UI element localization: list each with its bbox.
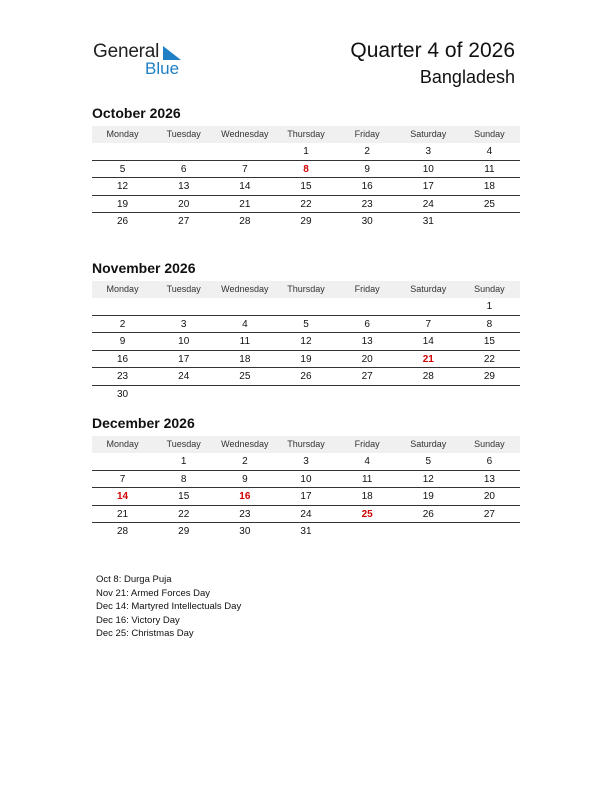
day-cell: 25: [483, 198, 495, 210]
week-row: [92, 351, 520, 369]
day-cell: 29: [483, 371, 495, 382]
week-row: [92, 143, 520, 161]
country-name: Bangladesh: [419, 67, 515, 87]
month-block: [92, 414, 520, 541]
holiday-note: Oct 8: Durga Puja: [96, 574, 172, 585]
day-cell: 31: [300, 526, 312, 537]
day-cell: 23: [117, 371, 129, 382]
day-cell: 11: [361, 473, 373, 485]
day-cell: 7: [242, 163, 248, 175]
week-row: [92, 196, 520, 214]
day-cell: 24: [300, 508, 312, 520]
day-cell: 2: [364, 146, 370, 157]
day-cell: [459, 213, 520, 231]
week-row: [92, 161, 520, 179]
day-cell: 22: [300, 198, 312, 210]
weekday-label: Thursday: [287, 439, 325, 449]
day-cell: 7: [425, 318, 432, 330]
weekday-label: Monday: [106, 129, 139, 139]
day-cell: 15: [483, 336, 495, 347]
day-cell: 13: [483, 473, 495, 485]
day-cell: 27: [361, 371, 373, 382]
day-cell: 15: [300, 181, 312, 192]
weekday-label: Monday: [106, 284, 139, 294]
day-cell: 23: [239, 508, 251, 520]
day-cell: 20: [361, 353, 373, 365]
logo-blue-text: Blue: [145, 59, 180, 78]
day-cell: 17: [178, 353, 190, 365]
day-cell: 9: [119, 336, 126, 347]
day-cell: 10: [178, 336, 190, 347]
day-cell: 24: [422, 198, 434, 210]
day-cell: 25: [239, 371, 251, 382]
generalblue-logo: [93, 41, 193, 81]
week-row: [92, 213, 520, 231]
day-cell: 17: [300, 491, 312, 502]
day-cell: 17: [422, 181, 434, 192]
day-cell: [337, 523, 398, 541]
holiday-day-cell: 25: [361, 508, 373, 520]
weekday-label: Wednesday: [221, 284, 269, 294]
day-cell: 18: [361, 491, 373, 502]
day-cell: 21: [239, 198, 251, 210]
day-cell: 29: [178, 526, 190, 537]
day-cell: 22: [483, 353, 495, 365]
day-cell: [275, 298, 336, 315]
day-cell: 5: [303, 318, 309, 330]
day-cell: 4: [242, 318, 248, 330]
day-cell: [337, 386, 398, 404]
day-cell: [92, 453, 153, 470]
week-row: [92, 178, 520, 196]
day-cell: 5: [425, 456, 432, 467]
weekday-label: Friday: [354, 439, 380, 449]
page-title: Quarter 4 of 2026: [350, 39, 515, 62]
day-cell: 16: [361, 181, 373, 192]
day-cell: [92, 298, 153, 315]
weekday-label: Tuesday: [166, 284, 201, 294]
logo-general-text: General: [93, 41, 160, 62]
day-cell: 15: [178, 491, 190, 502]
holiday-note: Dec 16: Victory Day: [96, 614, 180, 626]
day-cell: 1: [486, 301, 493, 312]
day-cell: 13: [361, 336, 373, 347]
day-cell: 22: [178, 508, 190, 520]
day-cell: 30: [361, 216, 373, 227]
month-title: December 2026: [92, 415, 195, 431]
holiday-day-cell: 8: [303, 163, 309, 175]
day-cell: 28: [239, 216, 251, 227]
week-row: [92, 368, 520, 386]
holiday-day-cell: 21: [422, 353, 434, 365]
day-cell: 5: [119, 163, 126, 175]
weekday-label: Thursday: [287, 129, 325, 139]
holiday-day-cell: 16: [239, 491, 251, 502]
day-cell: 14: [422, 336, 434, 347]
day-cell: 19: [117, 198, 129, 210]
day-cell: 29: [300, 216, 312, 227]
holiday-day-cell: 14: [117, 491, 129, 502]
day-cell: 2: [119, 318, 126, 330]
day-cell: 26: [300, 371, 312, 382]
month-block: [92, 259, 520, 403]
weekday-label: Friday: [354, 129, 380, 139]
day-cell: 9: [242, 473, 248, 485]
day-cell: [92, 143, 153, 160]
month-title: November 2026: [92, 260, 196, 276]
holiday-note: Dec 14: Martyred Intellectuals Day: [96, 601, 242, 612]
day-cell: 7: [119, 473, 126, 485]
day-cell: 14: [239, 181, 251, 192]
holiday-note: Dec 25: Christmas Day: [96, 628, 194, 639]
day-cell: 27: [483, 508, 495, 520]
day-cell: 18: [483, 181, 495, 192]
weekday-label: Sunday: [474, 284, 505, 294]
weekday-label: Friday: [354, 284, 380, 294]
day-cell: [153, 298, 214, 315]
weekday-label: Tuesday: [166, 129, 201, 139]
day-cell: [398, 386, 459, 404]
weekday-label: Wednesday: [221, 439, 269, 449]
day-cell: 3: [303, 456, 309, 467]
week-row: [92, 488, 520, 506]
weekday-label: Thursday: [287, 284, 325, 294]
day-cell: 21: [117, 508, 129, 520]
week-row: [92, 386, 520, 404]
day-cell: 6: [180, 163, 187, 175]
day-cell: 24: [178, 371, 190, 382]
day-cell: 6: [364, 318, 370, 330]
day-cell: 8: [180, 473, 187, 485]
day-cell: 4: [486, 146, 493, 157]
day-cell: 10: [300, 473, 312, 485]
day-cell: 11: [484, 163, 495, 175]
day-cell: 18: [239, 353, 251, 365]
week-row: [92, 298, 520, 316]
day-cell: 20: [483, 491, 495, 502]
weekday-label: Saturday: [410, 439, 447, 449]
weekday-label: Wednesday: [221, 129, 269, 139]
day-cell: [459, 523, 520, 541]
day-cell: [153, 143, 214, 160]
day-cell: 19: [422, 491, 434, 502]
day-cell: [337, 298, 398, 315]
day-cell: 23: [361, 198, 373, 210]
holiday-notes: [96, 573, 241, 641]
day-cell: 20: [178, 198, 190, 210]
day-cell: 19: [300, 353, 312, 365]
weekday-label: Saturday: [410, 284, 447, 294]
day-cell: 28: [117, 526, 129, 537]
day-cell: [153, 386, 214, 404]
weekday-label: Tuesday: [166, 439, 201, 449]
week-row: [92, 506, 520, 524]
day-cell: 3: [180, 318, 187, 330]
month-title: October 2026: [92, 105, 181, 121]
day-cell: 1: [180, 456, 187, 467]
day-cell: 26: [117, 216, 129, 227]
day-cell: 10: [422, 163, 434, 175]
week-row: [92, 471, 520, 489]
day-cell: 30: [117, 388, 129, 400]
day-cell: 4: [364, 456, 370, 467]
day-cell: 1: [303, 146, 309, 157]
day-cell: 16: [117, 353, 129, 365]
weekday-label: Monday: [106, 439, 139, 449]
day-cell: 12: [300, 336, 312, 347]
day-cell: [459, 386, 520, 404]
weekday-label: Sunday: [474, 439, 505, 449]
day-cell: [275, 386, 336, 404]
day-cell: 12: [117, 181, 129, 192]
day-cell: 9: [364, 163, 370, 175]
week-row: [92, 523, 520, 541]
month-block: [92, 104, 520, 231]
weekday-header: [92, 436, 520, 453]
day-cell: 13: [178, 181, 190, 192]
day-cell: [214, 386, 275, 404]
weekday-label: Saturday: [410, 129, 447, 139]
day-cell: 11: [239, 336, 251, 347]
day-cell: 27: [178, 216, 190, 227]
day-cell: [214, 298, 275, 315]
day-cell: 8: [486, 318, 493, 330]
day-cell: 2: [242, 456, 248, 467]
day-cell: 28: [422, 371, 434, 382]
weekday-label: Sunday: [474, 129, 505, 139]
day-cell: 31: [422, 216, 434, 227]
day-cell: 3: [425, 146, 432, 157]
day-cell: [214, 143, 275, 160]
week-row: [92, 333, 520, 351]
day-cell: [398, 523, 459, 541]
day-cell: 30: [239, 526, 251, 537]
day-cell: 12: [422, 473, 434, 485]
week-row: [92, 453, 520, 471]
day-cell: 26: [422, 508, 434, 520]
weekday-header: [92, 281, 520, 298]
weekday-header: [92, 126, 520, 143]
day-cell: [398, 298, 459, 315]
week-row: [92, 316, 520, 334]
holiday-note: Nov 21: Armed Forces Day: [96, 587, 211, 599]
day-cell: 6: [486, 456, 493, 467]
